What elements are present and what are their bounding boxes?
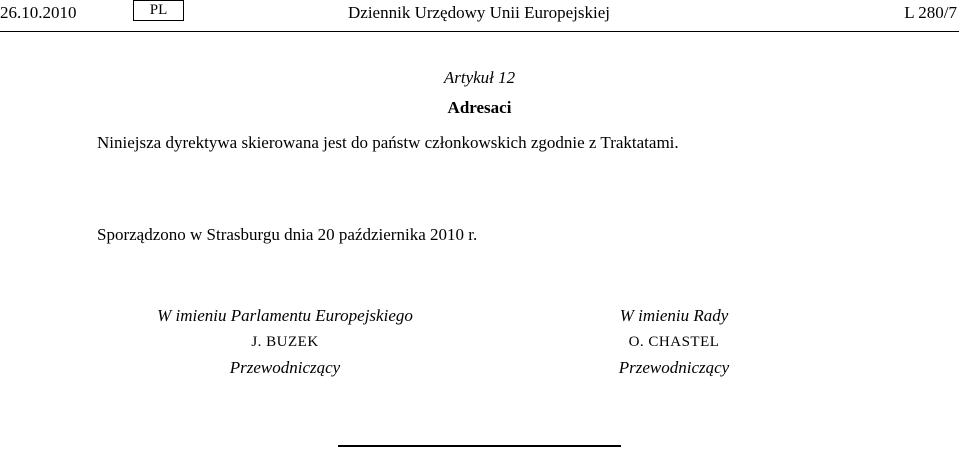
signatory-role: Przewodniczący <box>618 358 730 377</box>
signature-block-parliament <box>155 303 415 381</box>
publication-date: 26.10.2010 <box>0 3 77 22</box>
journal-title: Dziennik Urzędowy Unii Europejskiej <box>348 3 611 22</box>
signature-block-council <box>600 303 748 381</box>
signature-institution: W imieniu Parlamentu Europejskiego <box>157 306 413 325</box>
article-subject: Adresaci <box>447 98 512 117</box>
signatory-name: J. BUZEK <box>251 334 319 350</box>
signing-place-date: Sporządzono w Strasburgu dnia 20 października 2010 r. <box>97 225 478 244</box>
end-of-document-rule <box>338 445 621 447</box>
signatory-role: Przewodniczący <box>229 358 341 377</box>
page-reference: L 280/7 <box>904 3 957 22</box>
header-divider <box>0 31 959 32</box>
language-badge: PL <box>133 0 184 21</box>
article-body-text: Niniejsza dyrektywa skierowana jest do państw członkowskich zgodnie z Traktatami. <box>97 133 679 152</box>
signatory-name: O. CHASTEL <box>628 334 720 350</box>
article-title: Artykuł 12 <box>443 68 516 87</box>
signature-institution: W imieniu Rady <box>619 306 729 325</box>
